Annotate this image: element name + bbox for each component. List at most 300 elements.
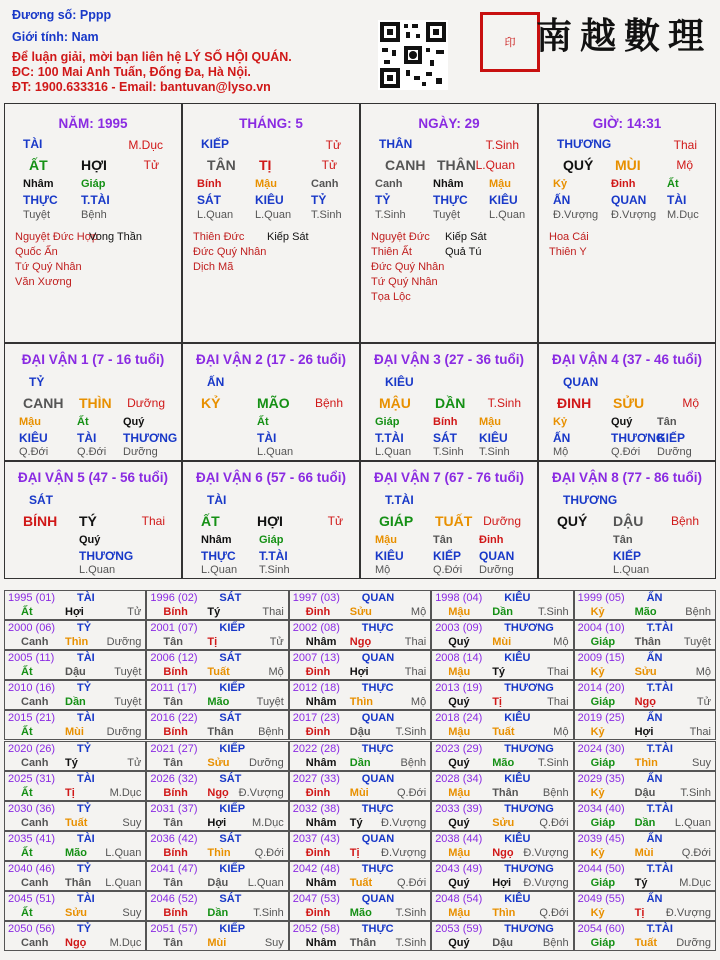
heavenly-stem: QUÝ: [557, 513, 588, 529]
year-label: 2034 (40): [577, 802, 625, 815]
hidden-stage: T.Sinh: [311, 209, 342, 221]
star-item: Hoa Cái: [549, 231, 589, 243]
hidden-ten-god: THƯƠNG: [611, 431, 666, 445]
year-cell: [574, 891, 716, 921]
year-ten-god: ẤN: [646, 592, 663, 604]
year-cell: [4, 620, 146, 650]
year-ten-god: TÀI: [77, 772, 95, 785]
earthly-branch: THÂN: [437, 157, 476, 173]
year-label: 2052 (58): [292, 923, 340, 936]
hidden-ten-god: ẤN: [553, 431, 571, 445]
year-stem: Đinh: [305, 606, 331, 618]
year-stage: Q.Đới: [681, 846, 711, 859]
year-ten-god: T.TÀI: [646, 802, 673, 815]
year-ten-god: QUAN: [361, 712, 395, 725]
year-stem: Kỷ: [590, 846, 605, 859]
year-label: 2054 (60): [577, 923, 625, 936]
year-cell: [4, 680, 146, 710]
year-branch: Thân: [492, 786, 519, 799]
year-branch: Thân: [65, 876, 92, 889]
year-stem: Canh: [21, 696, 49, 709]
branch-stage: Tử: [143, 158, 159, 172]
year-label: 2045 (51): [8, 893, 56, 905]
year-cell: [4, 921, 146, 951]
hidden-stem: Kỷ: [553, 416, 568, 428]
year-label: 2042 (48): [292, 862, 340, 875]
year-stage: Q.Đới: [254, 846, 284, 859]
year-stage: Mộ: [695, 666, 711, 679]
year-label: 2037 (43): [292, 832, 340, 845]
year-cell: [431, 680, 573, 710]
year-stage: M.Dục: [109, 937, 142, 950]
year-label: 2006 (12): [150, 652, 198, 665]
hidden-stage: T.Sinh: [375, 209, 406, 221]
ten-god-stem: ẤN: [207, 375, 225, 389]
year-ten-god: THỰC: [361, 682, 394, 695]
year-branch: Mão: [65, 846, 87, 859]
year-branch: Ngọ: [349, 636, 372, 649]
year-label: 2048 (54): [435, 893, 483, 905]
ten-god-stem: THƯƠNG: [557, 137, 612, 151]
hidden-ten-god: QUAN: [479, 549, 515, 563]
dai-van-title: ĐẠI VẬN 8 (77 - 86 tuổi): [551, 470, 703, 485]
year-branch: Sửu: [634, 666, 657, 679]
star-item: Quả Tú: [445, 246, 482, 258]
star-item: Quốc Ấn: [15, 246, 58, 258]
year-label: 1996 (02): [150, 592, 198, 604]
year-cell: [146, 861, 288, 891]
year-cell: [4, 801, 146, 831]
year-label: 2028 (34): [435, 772, 483, 785]
star-list: [15, 230, 98, 290]
hidden-stem: Ất: [257, 416, 269, 428]
year-stage: M.Dục: [109, 786, 142, 799]
year-cell: [431, 891, 573, 921]
address-line: ĐC: 100 Mai Anh Tuấn, Đống Đa, Hà Nội.: [12, 65, 251, 79]
hidden-stem: Mậu: [479, 416, 501, 428]
year-branch: Hợi: [207, 816, 227, 829]
year-stage: Dưỡng: [676, 937, 711, 950]
star-item: Tứ Quý Nhân: [15, 261, 82, 273]
year-stage: Suy: [692, 756, 711, 769]
year-label: 1998 (04): [435, 592, 483, 604]
year-stem: Giáp: [590, 756, 616, 769]
year-ten-god: TỶ: [77, 862, 92, 875]
year-cell: [289, 861, 431, 891]
year-cell: [431, 620, 573, 650]
ten-god-stem: T.TÀI: [385, 493, 414, 507]
hidden-ten-god: THỰC: [433, 193, 468, 207]
year-branch: Dậu: [207, 876, 229, 889]
year-stage: M.Dục: [252, 816, 284, 829]
year-stem: Quý: [448, 756, 470, 769]
dai-van-title: ĐẠI VẬN 6 (57 - 66 tuổi): [195, 470, 347, 485]
hidden-stage: L.Quan: [79, 564, 116, 576]
branch-stage: Tử: [327, 514, 343, 528]
year-ten-god: THƯƠNG: [504, 862, 554, 875]
year-cell: [4, 741, 146, 771]
heavenly-stem: GIÁP: [379, 513, 414, 529]
earthly-branch: MÙI: [615, 157, 641, 173]
pillar-title: GIỜ: 14:31: [592, 116, 662, 131]
year-label: 2038 (44): [435, 832, 483, 845]
branch-stage: Thai: [141, 514, 165, 528]
yearly-luck-table: [4, 590, 716, 952]
hidden-ten-god: KIÊU: [19, 431, 48, 445]
dai-van-2: [182, 343, 360, 461]
heavenly-stem: KỶ: [201, 395, 221, 411]
hidden-stage: Tuyệt: [23, 209, 51, 221]
ten-god-stem: QUAN: [563, 375, 599, 389]
hidden-stem: Tân: [657, 416, 677, 428]
year-branch: Thân: [207, 726, 234, 739]
year-cell: [4, 771, 146, 801]
year-cell: [146, 741, 288, 771]
hidden-stage: T.Sinh: [479, 446, 510, 458]
year-label: 2020 (26): [8, 742, 56, 755]
year-cell: [289, 590, 431, 620]
year-stem: Ất: [21, 606, 33, 618]
year-stage: Bệnh: [258, 726, 284, 739]
year-stage: Mộ: [553, 636, 569, 649]
heavenly-stem: MẬU: [379, 395, 411, 411]
year-branch: Tị: [349, 846, 360, 859]
branch-stage: T.Sinh: [487, 396, 521, 410]
year-branch: Mùi: [349, 786, 369, 799]
year-stage: T.Sinh: [395, 907, 427, 919]
hidden-ten-god: QUAN: [611, 193, 647, 207]
hidden-stem: Mậu: [19, 416, 41, 428]
year-branch: Ngọ: [492, 846, 514, 859]
year-ten-god: QUAN: [361, 893, 395, 905]
year-branch: Dần: [492, 606, 513, 618]
star-list: [371, 230, 444, 305]
heavenly-stem: TÂN: [207, 157, 236, 173]
year-stem: Nhâm: [305, 816, 337, 829]
year-cell: [289, 620, 431, 650]
year-stem: Tân: [163, 696, 183, 709]
year-stage: T.Sinh: [538, 606, 569, 618]
hidden-ten-god: KIẾP: [613, 549, 642, 563]
year-stage: Mộ: [268, 666, 284, 679]
branch-stage: Bệnh: [314, 396, 343, 410]
qr-code-icon[interactable]: [378, 20, 448, 90]
year-stem: Đinh: [305, 786, 331, 799]
year-stem: Đinh: [305, 726, 331, 739]
pillar-2: [182, 103, 360, 343]
year-ten-god: T.TÀI: [646, 742, 673, 755]
star-list: [549, 230, 589, 260]
year-stem: Kỷ: [590, 606, 605, 618]
hidden-stage: Đ.Vượng: [553, 209, 599, 221]
branch-stage: Dưỡng: [127, 396, 165, 410]
year-ten-god: TỶ: [77, 742, 92, 755]
hidden-ten-god: THỰC: [23, 193, 58, 207]
year-label: 2051 (57): [150, 923, 198, 936]
year-stage: Dưỡng: [106, 636, 142, 649]
year-stage: Đ.Vượng: [238, 786, 284, 799]
earthly-branch: HỢI: [81, 157, 107, 173]
year-label: 2017 (23): [292, 712, 340, 725]
year-stem: Kỷ: [590, 786, 605, 799]
star-item: Văn Xương: [15, 276, 72, 288]
year-stem: Đinh: [305, 907, 331, 919]
year-stage: T.Sinh: [538, 756, 569, 769]
hidden-stage: L.Quan: [197, 209, 234, 221]
hidden-stage: Q.Đới: [611, 446, 641, 458]
year-cell: [289, 921, 431, 951]
year-stem: Tân: [163, 636, 183, 649]
year-stage: T.Sinh: [253, 907, 284, 919]
year-branch: Sửu: [349, 606, 372, 618]
hidden-ten-god: KIÊU: [375, 549, 404, 563]
year-cell: [4, 710, 146, 740]
year-stem: Kỷ: [590, 666, 605, 679]
year-ten-god: ẤN: [646, 832, 663, 845]
year-ten-god: KIÊU: [504, 893, 531, 905]
heavenly-stem: ẤT: [201, 513, 220, 529]
pillar-1: [4, 103, 182, 343]
year-label: 2041 (47): [150, 862, 198, 875]
year-branch: Sửu: [65, 907, 88, 919]
year-branch: Hợi: [634, 726, 654, 739]
year-label: 2046 (52): [150, 893, 198, 905]
hidden-stem: Mậu: [489, 178, 511, 190]
year-ten-god: KIẾP: [219, 802, 246, 815]
star-item: Vong Thần: [89, 231, 143, 243]
hidden-stage: Dưỡng: [479, 564, 514, 576]
year-cell: [289, 771, 431, 801]
year-ten-god: KIẾP: [219, 622, 246, 635]
year-ten-god: TỶ: [77, 622, 92, 635]
hidden-ten-god: T.TÀI: [81, 193, 110, 207]
year-ten-god: SÁT: [219, 652, 242, 665]
year-cell: [431, 590, 573, 620]
year-branch: Tý: [65, 756, 78, 769]
star-item: Thiên Ất: [371, 246, 412, 258]
year-ten-god: KIẾP: [219, 682, 246, 695]
earthly-branch: THÌN: [79, 395, 112, 411]
year-stem: Tân: [163, 756, 183, 769]
year-branch: Thìn: [65, 636, 89, 649]
year-branch: Tuất: [349, 876, 373, 889]
year-stem: Bính: [163, 666, 188, 679]
year-ten-god: QUAN: [361, 772, 395, 785]
year-stem: Giáp: [590, 876, 616, 889]
year-stage: Thai: [262, 606, 284, 618]
hidden-stage: M.Dục: [667, 209, 699, 221]
hidden-ten-god: KIÊU: [479, 431, 508, 445]
hidden-ten-god: THƯƠNG: [79, 549, 134, 563]
year-label: 2049 (55): [577, 893, 625, 905]
year-cell: [574, 620, 716, 650]
year-branch: Tị: [65, 786, 75, 799]
year-stem: Bính: [163, 846, 188, 859]
year-stage: Tử: [127, 606, 142, 618]
year-branch: Tuất: [634, 937, 657, 950]
year-cell: [4, 650, 146, 680]
year-label: 2031 (37): [150, 802, 198, 815]
hidden-ten-god: TÀI: [257, 431, 277, 445]
year-label: 2053 (59): [435, 923, 483, 936]
year-stem: Mậu: [448, 666, 471, 679]
year-stage: Đ.Vượng: [523, 876, 569, 889]
hidden-ten-god: T.TÀI: [259, 549, 288, 563]
year-ten-god: SÁT: [219, 772, 242, 785]
hidden-ten-god: T.TÀI: [375, 431, 404, 445]
year-ten-god: TÀI: [77, 592, 95, 604]
year-label: 2027 (33): [292, 772, 340, 785]
hidden-stem: Giáp: [375, 416, 400, 428]
year-ten-god: KIÊU: [504, 832, 531, 845]
year-cell: [289, 741, 431, 771]
branch-stage: L.Quan: [475, 158, 515, 172]
year-stem: Mậu: [448, 846, 471, 859]
year-branch: Mùi: [65, 726, 84, 739]
pillar-4: [538, 103, 716, 343]
year-ten-god: T.TÀI: [646, 923, 673, 936]
dai-van-7: [360, 461, 538, 579]
hidden-ten-god: ẤN: [553, 193, 571, 207]
year-stage: Đ.Vượng: [665, 907, 711, 919]
year-stem: Ất: [21, 786, 33, 799]
year-stem: Nhâm: [305, 937, 337, 950]
year-label: 2032 (38): [292, 802, 340, 815]
star-list-2: [445, 230, 487, 260]
branch-stage: Tử: [321, 158, 337, 172]
hidden-stage: Dưỡng: [123, 446, 158, 458]
branch-stage: Bệnh: [670, 514, 699, 528]
hidden-ten-god: TỶ: [375, 193, 391, 207]
ten-god-stem: SÁT: [29, 493, 53, 507]
hidden-stem: Đinh: [611, 178, 636, 190]
year-label: 2021 (27): [150, 742, 198, 755]
year-branch: Tuất: [65, 816, 88, 829]
pillar-title: NGÀY: 29: [418, 116, 480, 131]
year-cell: [146, 831, 288, 861]
year-ten-god: QUAN: [361, 832, 395, 845]
year-stage: Đ.Vượng: [381, 816, 427, 829]
year-stage: Thai: [547, 696, 569, 709]
year-cell: [289, 650, 431, 680]
year-ten-god: THƯƠNG: [504, 923, 554, 936]
year-label: 2005 (11): [8, 652, 55, 665]
year-stage: Bệnh: [542, 786, 569, 799]
year-stage: L.Quan: [105, 846, 142, 859]
year-stage: Bệnh: [542, 937, 569, 950]
hidden-stage: Mộ: [553, 446, 569, 458]
hidden-stem: Quý: [79, 534, 101, 546]
year-label: 2003 (09): [435, 622, 483, 635]
year-ten-god: TÀI: [77, 712, 95, 725]
hidden-ten-god: SÁT: [197, 193, 221, 207]
year-ten-god: QUAN: [361, 592, 395, 604]
star-item: Nguyệt Đức: [371, 231, 430, 243]
year-stem: Canh: [21, 937, 49, 950]
year-stem: Ất: [21, 846, 33, 859]
year-stem: Nhâm: [305, 756, 337, 769]
year-stage: Đ.Vượng: [381, 846, 427, 859]
earthly-branch: TÝ: [79, 513, 97, 529]
hidden-ten-god: TÀI: [77, 431, 97, 445]
year-label: 2018 (24): [435, 712, 483, 725]
year-stage: Thai: [547, 666, 569, 679]
year-ten-god: SÁT: [219, 832, 242, 845]
year-ten-god: ẤN: [646, 652, 663, 665]
year-stem: Quý: [448, 816, 470, 829]
year-stage: L.Quan: [247, 876, 284, 889]
earthly-branch: DẬU: [613, 513, 644, 529]
earthly-branch: SỬU: [613, 395, 645, 411]
year-stage: Mộ: [553, 726, 569, 739]
year-branch: Tý: [349, 816, 363, 829]
heavenly-stem: CANH: [23, 395, 64, 411]
year-label: 2025 (31): [8, 772, 56, 785]
stage-stem: Tử: [325, 138, 341, 152]
hidden-stage: Bệnh: [81, 209, 107, 221]
hidden-stage: T.Sinh: [433, 446, 464, 458]
year-label: 2007 (13): [292, 652, 340, 665]
hidden-stem: Canh: [375, 178, 403, 190]
year-stem: Giáp: [590, 816, 616, 829]
year-ten-god: TỶ: [77, 923, 92, 936]
hidden-stage: L.Quan: [375, 446, 412, 458]
year-ten-god: KIÊU: [504, 592, 531, 604]
dai-van-3: [360, 343, 538, 461]
year-stage: Tuyệt: [683, 636, 711, 649]
contact-line: Để luận giải, mời bạn liên hệ LÝ SỐ HỘI QUÁN.: [12, 50, 292, 64]
year-ten-god: KIÊU: [504, 772, 531, 785]
star-item: Đức Quý Nhân: [193, 246, 267, 258]
year-stem: Nhâm: [305, 876, 337, 889]
year-stage: M.Dục: [679, 876, 711, 889]
year-cell: [431, 650, 573, 680]
stage-stem: T.Sinh: [485, 138, 519, 152]
year-stage: L.Quan: [674, 816, 711, 829]
hidden-stage: T.Sinh: [259, 564, 290, 576]
year-cell: [146, 680, 288, 710]
year-branch: Dậu: [65, 666, 86, 679]
heavenly-stem: ĐINH: [557, 395, 592, 411]
year-branch: Hợi: [349, 666, 369, 679]
year-cell: [574, 680, 716, 710]
year-stage: Thai: [404, 636, 427, 649]
star-item: Tọa Lộc: [371, 291, 411, 303]
year-ten-god: KIẾP: [219, 923, 246, 936]
year-branch: Tuất: [492, 726, 515, 739]
year-ten-god: THƯƠNG: [504, 742, 554, 755]
year-label: 2014 (20): [577, 682, 625, 695]
year-cell: [146, 771, 288, 801]
branch-stage: Mộ: [682, 396, 699, 410]
year-cell: [574, 650, 716, 680]
hidden-stem: Đinh: [479, 534, 504, 546]
year-ten-god: THƯƠNG: [504, 622, 554, 635]
year-cell: [574, 861, 716, 891]
year-stage: Tuyệt: [114, 696, 142, 709]
year-branch: Mão: [207, 696, 230, 709]
year-stage: Suy: [264, 937, 284, 950]
year-stage: Tuyệt: [256, 696, 284, 709]
year-cell: [146, 620, 288, 650]
hidden-ten-god: SÁT: [433, 431, 457, 445]
year-ten-god: TỶ: [77, 802, 92, 815]
year-branch: Tuất: [207, 666, 230, 679]
year-branch: Dần: [349, 756, 371, 769]
year-stem: Quý: [448, 876, 470, 889]
year-branch: Dần: [207, 907, 229, 919]
year-ten-god: SÁT: [219, 592, 242, 604]
